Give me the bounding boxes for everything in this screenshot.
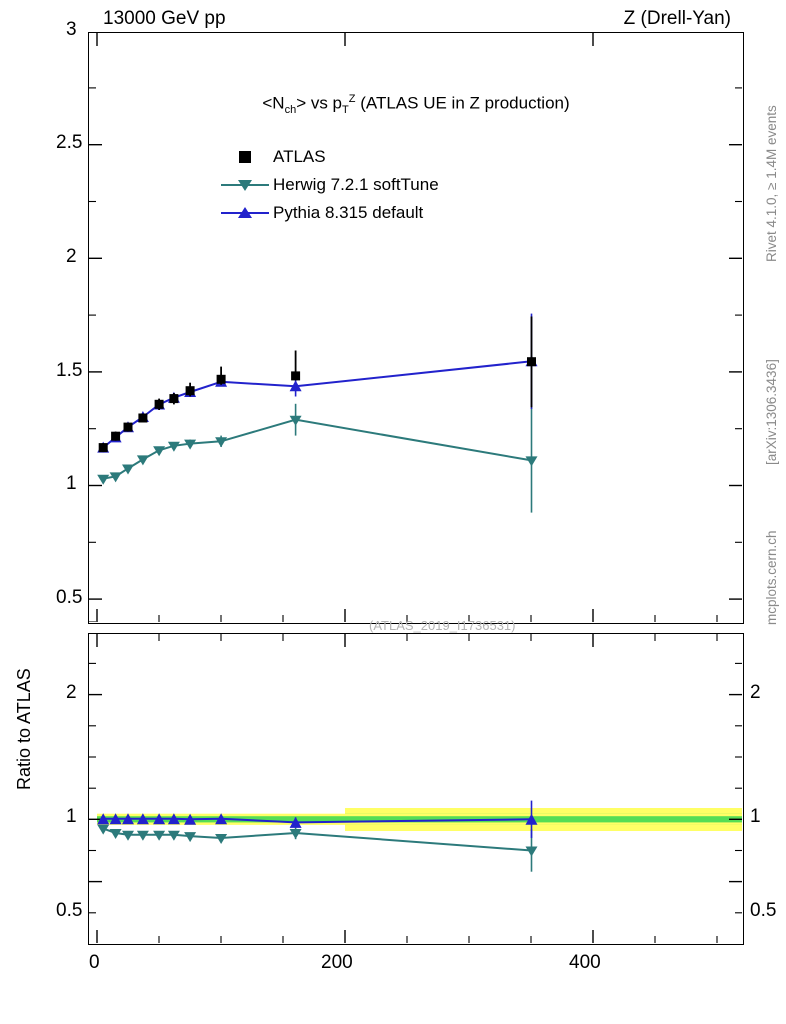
- legend: [217, 143, 439, 227]
- series-herwig-errorbars: [103, 404, 531, 513]
- series-pythia-errorbars: [103, 314, 531, 450]
- main-ytick-1: 1: [66, 473, 77, 494]
- legend-label-pythia: Pythia 8.315 default: [273, 203, 424, 222]
- legend-item-atlas[interactable]: [217, 143, 439, 171]
- legend-label-herwig: Herwig 7.2.1 softTune: [273, 175, 439, 194]
- xtick-0: 0: [89, 952, 100, 973]
- mcplots-caption: mcplots.cern.ch: [764, 530, 779, 625]
- series-herwig-line: [103, 420, 531, 479]
- legend-item-pythia[interactable]: [217, 199, 439, 227]
- triangle-up-marker-icon: [217, 205, 273, 221]
- dataset-watermark: (ATLAS_2019_I1736531): [369, 618, 516, 633]
- xtick-200: 200: [321, 952, 353, 973]
- main-y-ticks: [89, 33, 742, 599]
- square-marker-icon: [217, 150, 273, 164]
- ratio-axis-label: Ratio to ATLAS: [14, 668, 34, 790]
- ratio-ytick-left-0.5: 0.5: [56, 900, 83, 921]
- plot-title: $<N_{ch}>$ vs $p_T^Z$ (ATLAS UE in Z production): [262, 93, 570, 117]
- main-ytick-3: 3: [66, 19, 77, 40]
- ratio-ytick-right-1: 1: [750, 806, 761, 827]
- ratio-x-minor-ticks: [159, 634, 717, 943]
- triangle-down-marker-icon: [217, 177, 273, 193]
- main-plot-panel: [88, 32, 744, 633]
- main-ytick-2.5: 2.5: [56, 132, 83, 153]
- main-x-ticks: [97, 33, 593, 622]
- rivet-caption: Rivet 4.1.0, ≥ 1.4M events: [764, 105, 779, 262]
- header-right: Z (Drell-Yan): [623, 8, 731, 29]
- ratio-plot-panel: [88, 633, 744, 945]
- arxiv-caption: [arXiv:1306.3436]: [764, 359, 779, 465]
- header-left: 13000 GeV pp: [103, 8, 226, 29]
- ratio-plot-svg: [89, 634, 742, 943]
- ratio-herwig-errorbars: [103, 827, 531, 872]
- ratio-ytick-right-2: 2: [750, 682, 761, 703]
- main-ytick-1.5: 1.5: [56, 360, 83, 381]
- legend-label-atlas: ATLAS: [273, 147, 326, 166]
- ratio-herwig-line: [103, 829, 531, 851]
- ratio-y-minor-ticks: [89, 663, 742, 912]
- series-pythia-line: [103, 361, 531, 447]
- ratio-ytick-left-2: 2: [66, 682, 77, 703]
- ratio-ytick-right-0.5: 0.5: [750, 900, 777, 921]
- xtick-400: 400: [569, 952, 601, 973]
- legend-item-herwig[interactable]: [217, 171, 439, 199]
- ratio-ytick-left-1: 1: [66, 806, 77, 827]
- main-plot-svg: [89, 33, 742, 622]
- main-ytick-2: 2: [66, 246, 77, 267]
- ratio-y-ticks: [89, 695, 742, 882]
- series-atlas-markers: [99, 357, 536, 452]
- main-ytick-0.5: 0.5: [56, 587, 83, 608]
- ratio-x-ticks: [97, 634, 593, 943]
